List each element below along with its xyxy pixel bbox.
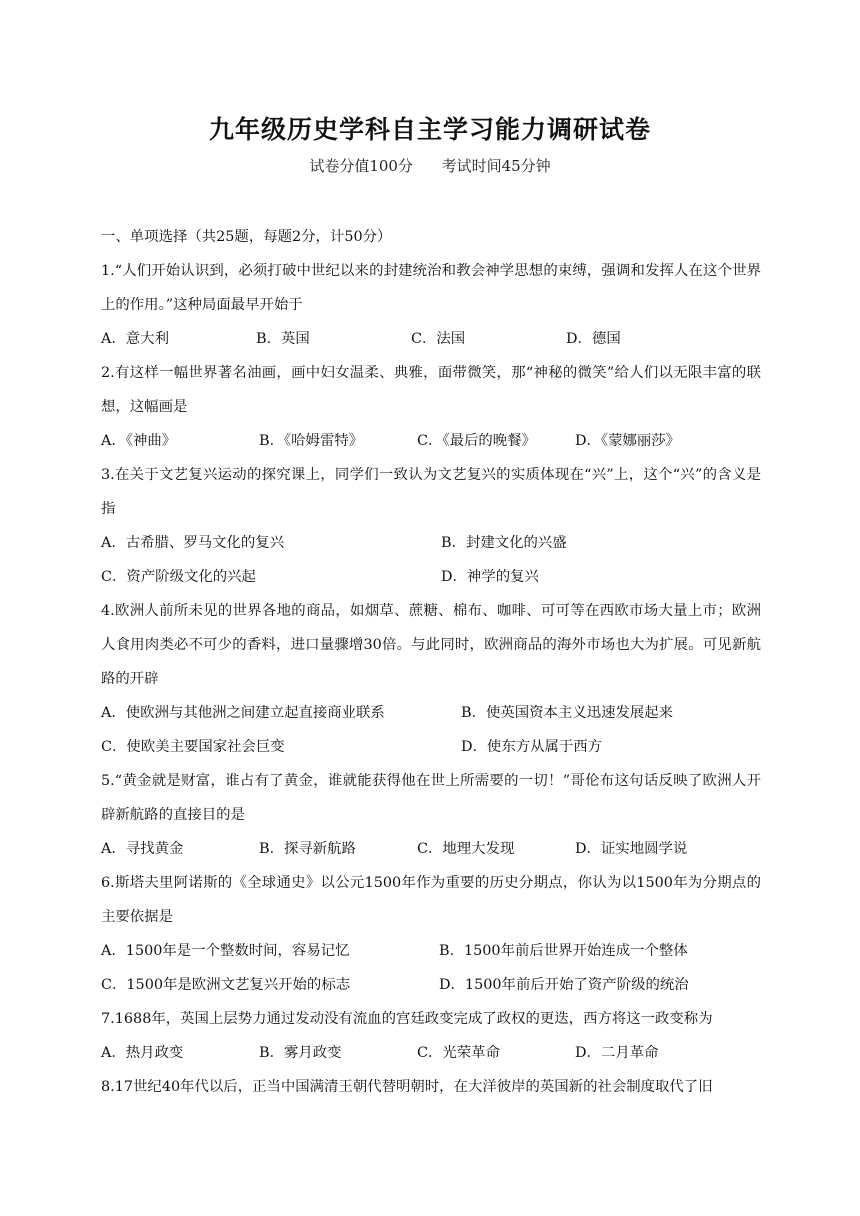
question-6: 6.斯塔夫里阿诺斯的《全球通史》以公元1500年作为重要的历史分期点，你认为以1500年为分期点的主要依据是 — [101, 875, 761, 925]
option-b: B．雾月政变 — [259, 1045, 342, 1061]
option-b: B．英国 — [256, 331, 310, 347]
section-heading: 一、单项选择（共25题，每题2分，计50分） — [101, 229, 392, 245]
question-7-options — [101, 1036, 761, 1070]
option-c: C．光荣革命 — [417, 1045, 500, 1061]
question-6-options-row1 — [101, 934, 761, 968]
question-5: 5.“黄金就是财富，谁占有了黄金，谁就能获得他在世上所需要的一切！”哥伦布这句话反映了欧洲人开辟新航路的直接目的是 — [101, 773, 761, 823]
option-d: D．德国 — [566, 331, 621, 347]
option-b: B．《哈姆雷特》 — [259, 433, 364, 449]
exam-subtitle: 试卷分值100分 考试时间45分钟 — [309, 157, 551, 175]
option-a: A．意大利 — [101, 331, 169, 347]
option-d: D．神学的复兴 — [441, 569, 539, 585]
question-3-options-row2 — [101, 560, 761, 594]
option-d: D．使东方从属于西方 — [461, 739, 603, 755]
option-c: C．法国 — [411, 331, 466, 347]
option-b: B．探寻新航路 — [259, 841, 356, 857]
option-b: B．1500年前后世界开始连成一个整体 — [439, 943, 688, 959]
option-b: B．封建文化的兴盛 — [441, 535, 567, 551]
question-8: 8.17世纪40年代以后，正当中国满清王朝代替明朝时，在大洋彼岸的英国新的社会制度取代了旧 — [101, 1079, 713, 1095]
option-a: A．1500年是一个整数时间，容易记忆 — [101, 943, 350, 959]
option-c: C．地理大发现 — [417, 841, 515, 857]
question-3: 3.在关于文艺复兴运动的探究课上，同学们一致认为文艺复兴的实质体现在“兴”上，这个“兴”的含义是指 — [101, 467, 761, 517]
question-6-options-row2 — [101, 968, 761, 1002]
question-1-options — [101, 322, 761, 356]
question-3-options-row1 — [101, 526, 761, 560]
option-d: D．《蒙娜丽莎》 — [575, 433, 681, 449]
question-4: 4.欧洲人前所未见的世界各地的商品，如烟草、蔗糖、棉布、咖啡、可可等在西欧市场大量上市；欧洲人食用肉类必不可少的香料，进口量骤增30倍。与此同时，欧洲商品的海外市场也大为扩展。可见新航路的开辟 — [101, 603, 761, 687]
option-d: D．1500年前后开始了资产阶级的统治 — [439, 977, 689, 993]
option-c: C．1500年是欧洲文艺复兴开始的标志 — [101, 977, 351, 993]
option-a: A．寻找黄金 — [101, 841, 184, 857]
question-2-options — [101, 424, 761, 458]
exam-body — [101, 220, 761, 1104]
exam-title: 九年级历史学科自主学习能力调研试卷 — [208, 115, 651, 144]
option-c: C．资产阶级文化的兴起 — [101, 569, 256, 585]
option-a: A．《神曲》 — [101, 433, 177, 449]
question-2: 2.有这样一幅世界著名油画，画中妇女温柔、典雅，面带微笑，那“神秘的微笑”给人们以无限丰富的联想，这幅画是 — [101, 365, 761, 415]
option-d: D．证实地圆学说 — [575, 841, 688, 857]
question-7: 7.1688年，英国上层势力通过发动没有流血的宫廷政变完成了政权的更迭，西方将这一政变称为 — [101, 1011, 713, 1027]
option-b: B．使英国资本主义迅速发展起来 — [461, 705, 674, 721]
option-c: C．《最后的晚餐》 — [417, 433, 536, 449]
question-1: 1.“人们开始认识到，必须打破中世纪以来的封建统治和教会神学思想的束缚，强调和发挥人在这个世界上的作用。”这种局面最早开始于 — [101, 263, 761, 313]
option-a: A．古希腊、罗马文化的复兴 — [101, 535, 285, 551]
option-a: A．使欧洲与其他洲之间建立起直接商业联系 — [101, 705, 385, 721]
question-5-options — [101, 832, 761, 866]
option-c: C．使欧美主要国家社会巨变 — [101, 739, 285, 755]
question-4-options-row1 — [101, 696, 761, 730]
option-d: D．二月革命 — [575, 1045, 659, 1061]
option-a: A．热月政变 — [101, 1045, 184, 1061]
question-4-options-row2 — [101, 730, 761, 764]
